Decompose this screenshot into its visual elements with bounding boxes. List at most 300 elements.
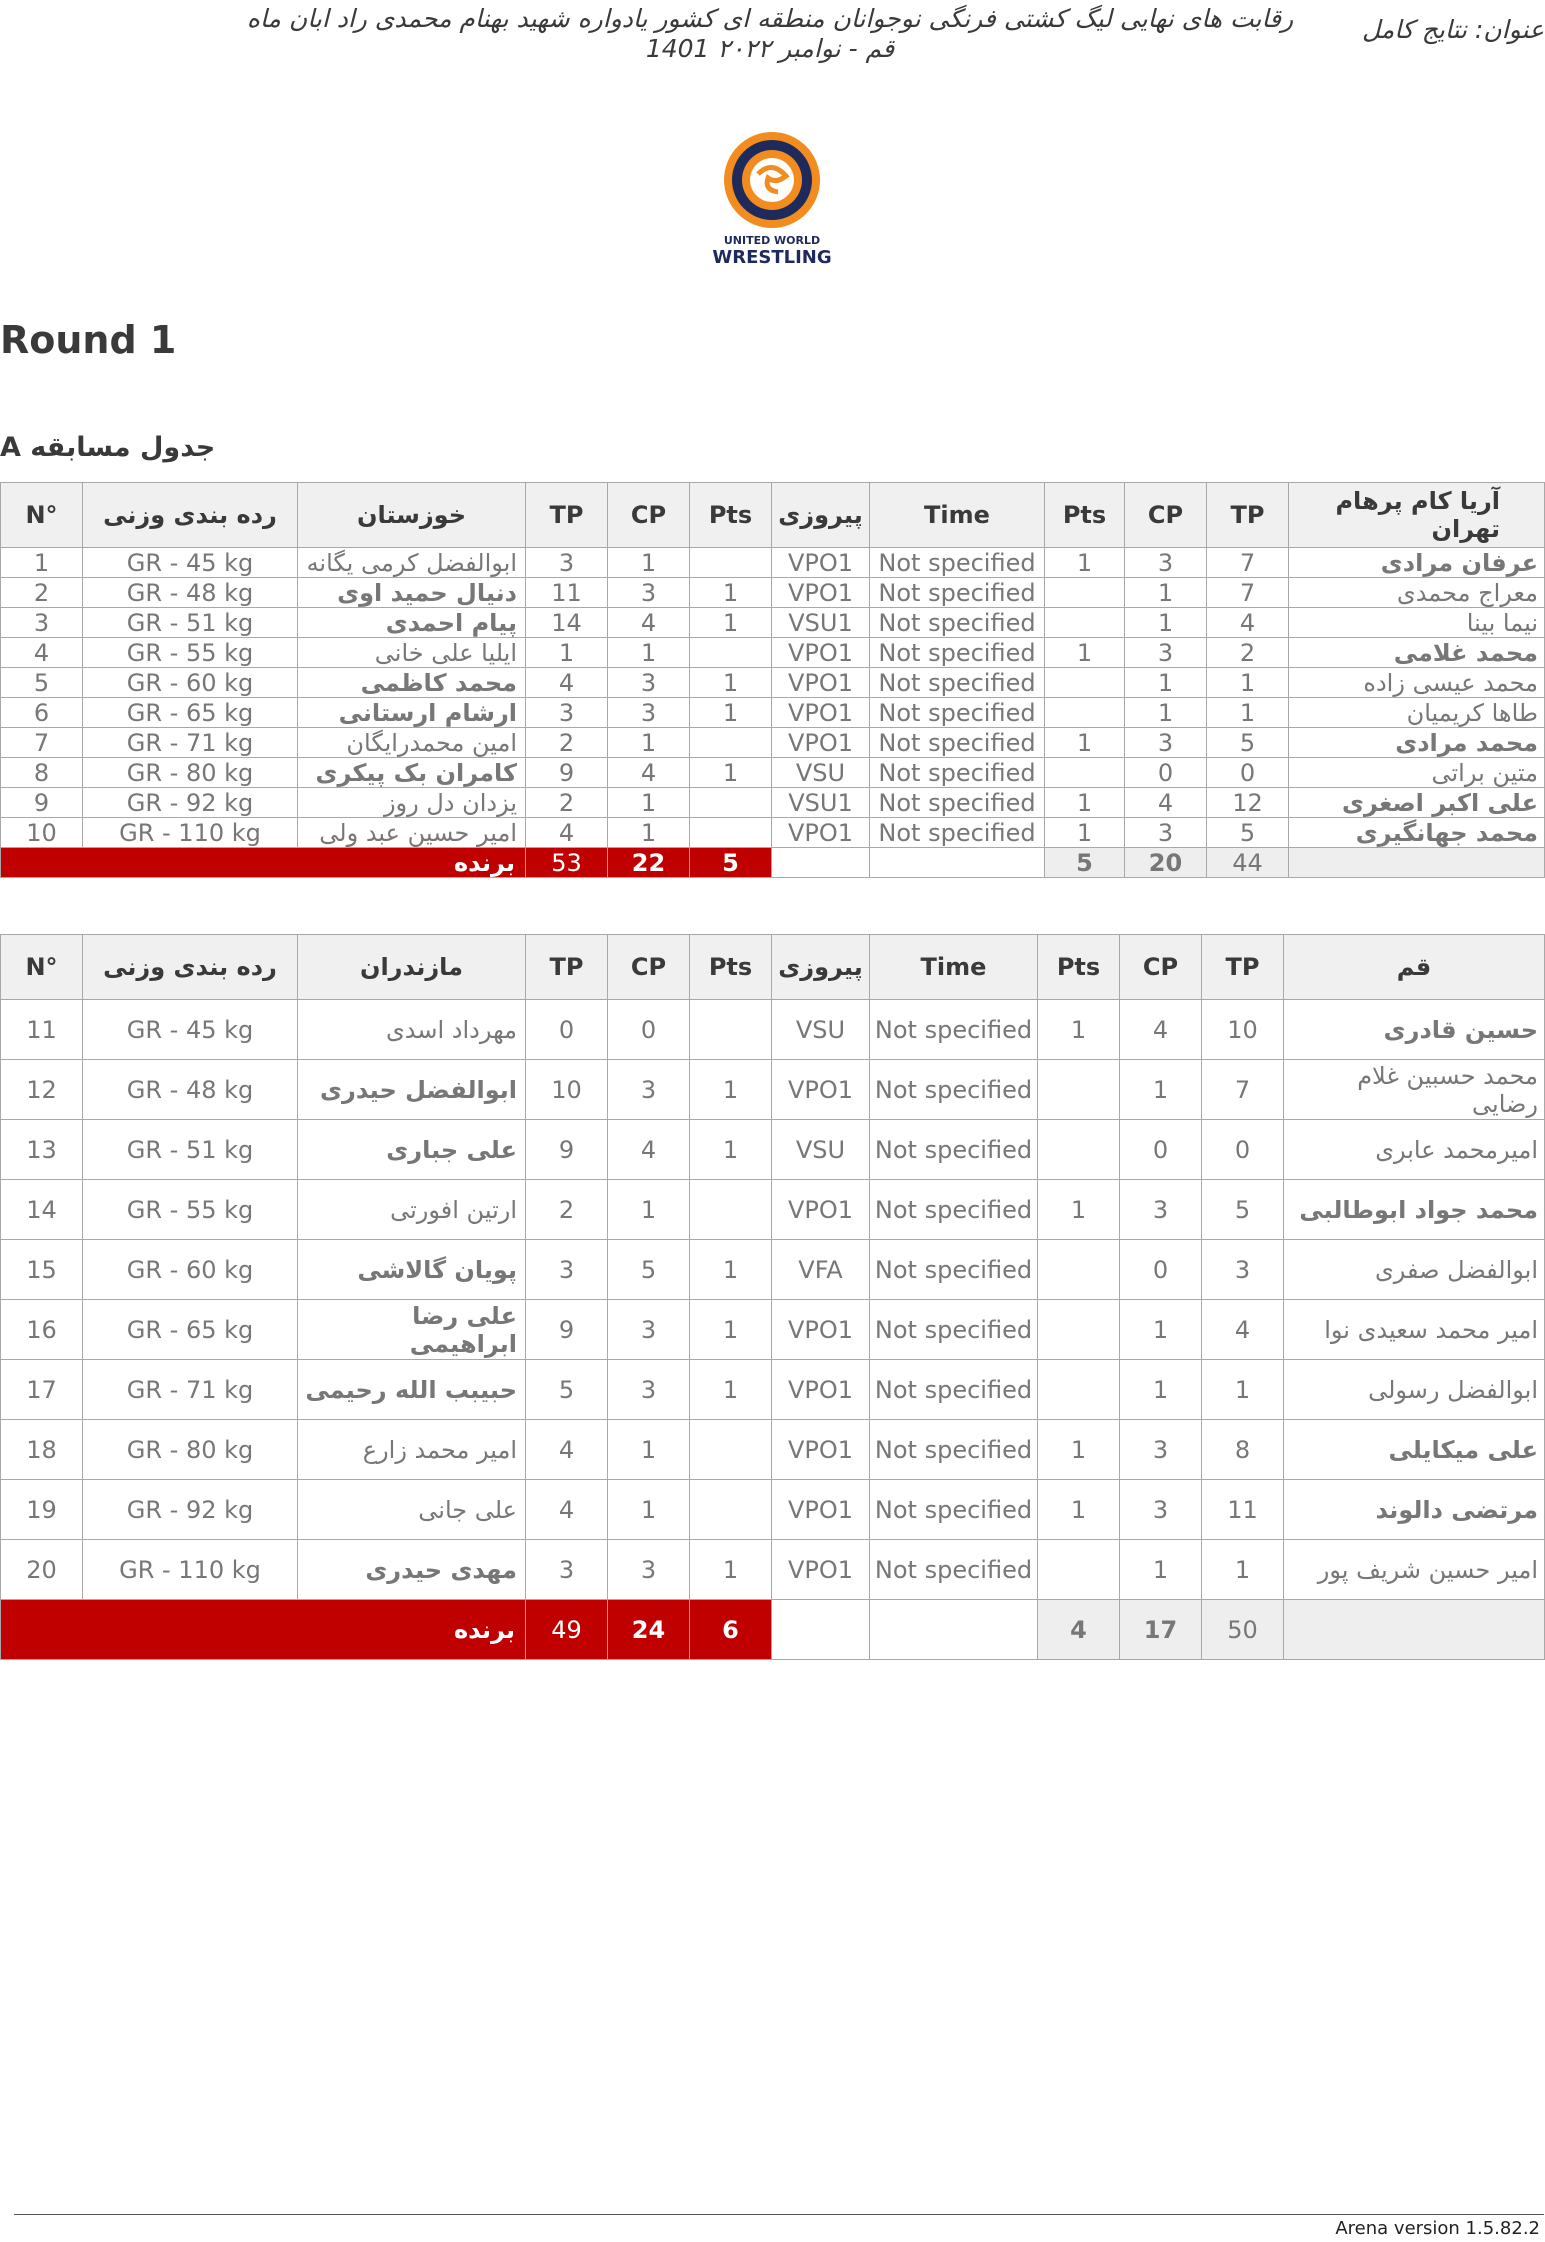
left-pts [690,818,772,848]
victory-type: VPO1 [772,818,870,848]
left-pts: 1 [690,1540,772,1600]
total-right-tp: 50 [1202,1600,1284,1660]
victory-type: VPO1 [772,548,870,578]
left-pts: 1 [690,1120,772,1180]
bout-number: 10 [1,818,83,848]
right-pts [1038,1240,1120,1300]
table-row [1,668,1545,698]
col-n: N° [1,483,83,548]
left-pts [690,1180,772,1240]
col-team-right: قم [1284,935,1545,1000]
bout-time: Not specified [870,668,1045,698]
weight-class: GR - 110 kg [83,818,298,848]
victory-type: VPO1 [772,698,870,728]
left-wrestler-name: کامران بک پیکری [298,758,526,788]
table-row [1,1000,1545,1060]
right-pts [1038,1120,1120,1180]
left-pts: 1 [690,698,772,728]
victory-type: VSU1 [772,788,870,818]
left-pts: 1 [690,1360,772,1420]
left-pts [690,1000,772,1060]
victory-type: VPO1 [772,1540,870,1600]
left-tp: 4 [526,1480,608,1540]
col-victory: پیروزی [772,483,870,548]
bout-time: Not specified [870,1240,1038,1300]
total-victory-empty [772,1600,870,1660]
right-pts: 1 [1038,1480,1120,1540]
bout-time: Not specified [870,728,1045,758]
table-row [1,1180,1545,1240]
left-wrestler-name: ارشام ارستانی [298,698,526,728]
weight-class: GR - 65 kg [83,1300,298,1360]
left-wrestler-name: ایلیا علی خانی [298,638,526,668]
left-tp: 3 [526,548,608,578]
right-wrestler-name: محمد جهانگیری [1289,818,1545,848]
col-rtp: TP [1207,483,1289,548]
weight-class: GR - 60 kg [83,668,298,698]
col-ltp: TP [526,935,608,1000]
table-header-row [1,935,1545,1000]
left-cp: 0 [608,1000,690,1060]
right-cp: 1 [1120,1060,1202,1120]
bout-number: 1 [1,548,83,578]
left-wrestler-name: دنیال حمید اوی [298,578,526,608]
bout-time: Not specified [870,578,1045,608]
bout-number: 18 [1,1420,83,1480]
footer-version: Arena version 1.5.82.2 [1335,2218,1540,2239]
left-tp: 2 [526,728,608,758]
left-cp: 4 [608,758,690,788]
table-row [1,578,1545,608]
right-cp: 1 [1125,668,1207,698]
right-tp: 5 [1207,728,1289,758]
left-tp: 4 [526,818,608,848]
weight-class: GR - 92 kg [83,788,298,818]
right-wrestler-name: امیرمحمد عابری [1284,1120,1545,1180]
totals-row [1,1600,1545,1660]
right-cp: 1 [1120,1360,1202,1420]
total-left-cp: 22 [608,848,690,878]
left-pts: 1 [690,1300,772,1360]
left-cp: 4 [608,608,690,638]
left-pts [690,1480,772,1540]
right-wrestler-name: امیر محمد سعیدی نوا [1284,1300,1545,1360]
left-wrestler-name: امیر حسین عبد ولی [298,818,526,848]
bout-number: 17 [1,1360,83,1420]
left-pts [690,548,772,578]
right-tp: 1 [1207,668,1289,698]
bout-number: 6 [1,698,83,728]
right-tp: 2 [1207,638,1289,668]
table-row [1,1540,1545,1600]
right-wrestler-name: ابوالفضل صفری [1284,1240,1545,1300]
right-cp: 4 [1120,1000,1202,1060]
left-tp: 1 [526,638,608,668]
left-cp: 1 [608,1420,690,1480]
bout-number: 15 [1,1240,83,1300]
left-pts: 1 [690,578,772,608]
victory-type: VPO1 [772,638,870,668]
bout-number: 14 [1,1180,83,1240]
left-pts: 1 [690,758,772,788]
bout-time: Not specified [870,788,1045,818]
right-cp: 3 [1120,1420,1202,1480]
weight-class: GR - 110 kg [83,1540,298,1600]
col-time: Time [870,935,1038,1000]
left-cp: 1 [608,728,690,758]
right-pts: 1 [1045,818,1125,848]
right-tp: 1 [1207,698,1289,728]
right-wrestler-name: عرفان مرادی [1289,548,1545,578]
weight-class: GR - 55 kg [83,1180,298,1240]
left-cp: 3 [608,1360,690,1420]
results-table-1 [0,482,1545,878]
right-cp: 1 [1125,578,1207,608]
right-wrestler-name: ابوالفضل رسولی [1284,1360,1545,1420]
right-pts [1038,1540,1120,1600]
left-cp: 1 [608,1180,690,1240]
right-wrestler-name: علی اکبر اصغری [1289,788,1545,818]
col-victory: پیروزی [772,935,870,1000]
bout-number: 9 [1,788,83,818]
right-pts [1038,1360,1120,1420]
right-wrestler-name: متین براتی [1289,758,1545,788]
col-team-right: آریا کام پرهام تهران [1289,483,1545,548]
right-tp: 5 [1202,1180,1284,1240]
bout-number: 4 [1,638,83,668]
right-tp: 12 [1207,788,1289,818]
table-row [1,548,1545,578]
right-pts: 1 [1038,1000,1120,1060]
left-pts: 1 [690,668,772,698]
victory-type: VPO1 [772,728,870,758]
col-n: N° [1,935,83,1000]
right-wrestler-name: مرتضی دالوند [1284,1480,1545,1540]
weight-class: GR - 60 kg [83,1240,298,1300]
weight-class: GR - 65 kg [83,698,298,728]
right-cp: 1 [1125,698,1207,728]
left-tp: 10 [526,1060,608,1120]
left-tp: 3 [526,1540,608,1600]
left-wrestler-name: مهرداد اسدی [298,1000,526,1060]
left-pts: 1 [690,1240,772,1300]
left-cp: 3 [608,1300,690,1360]
left-pts [690,788,772,818]
left-wrestler-name: یزدان دل روز [298,788,526,818]
victory-type: VPO1 [772,1420,870,1480]
left-wrestler-name: پویان گالاشی [298,1240,526,1300]
left-pts [690,638,772,668]
left-wrestler-name: امیر محمد زارع [298,1420,526,1480]
col-lcp: CP [608,935,690,1000]
right-tp: 3 [1202,1240,1284,1300]
right-tp: 7 [1207,578,1289,608]
bout-time: Not specified [870,1420,1038,1480]
victory-type: VPO1 [772,1300,870,1360]
weight-class: GR - 55 kg [83,638,298,668]
total-victory-empty [772,848,870,878]
table-row [1,758,1545,788]
weight-class: GR - 92 kg [83,1480,298,1540]
table-row [1,1060,1545,1120]
total-right-empty [1289,848,1545,878]
table-row [1,1120,1545,1180]
right-pts [1045,578,1125,608]
right-pts [1045,668,1125,698]
bout-time: Not specified [870,1060,1038,1120]
left-cp: 1 [608,548,690,578]
bout-number: 7 [1,728,83,758]
right-pts: 1 [1038,1180,1120,1240]
results-table-2 [0,934,1545,1660]
bout-time: Not specified [870,608,1045,638]
weight-class: GR - 80 kg [83,1420,298,1480]
total-time-empty [870,848,1045,878]
bout-number: 12 [1,1060,83,1120]
left-wrestler-name: علی جباری [298,1120,526,1180]
right-wrestler-name: محمد جواد ابوطالبی [1284,1180,1545,1240]
bout-time: Not specified [870,1120,1038,1180]
left-wrestler-name: ابوالفضل حیدری [298,1060,526,1120]
bout-number: 16 [1,1300,83,1360]
left-wrestler-name: پیام احمدی [298,608,526,638]
total-right-pts: 4 [1038,1600,1120,1660]
bout-time: Not specified [870,758,1045,788]
left-pts: 1 [690,1060,772,1120]
bout-time: Not specified [870,1480,1038,1540]
logo-line2: WRESTLING [712,247,832,268]
bout-time: Not specified [870,818,1045,848]
left-tp: 3 [526,1240,608,1300]
left-tp: 3 [526,698,608,728]
right-cp: 0 [1120,1240,1202,1300]
left-wrestler-name: ارتین افورتی [298,1180,526,1240]
right-pts: 1 [1038,1420,1120,1480]
col-team-left: خوزستان [298,483,526,548]
round-title: Round 1 [0,318,177,362]
table-row [1,818,1545,848]
bout-number: 20 [1,1540,83,1600]
right-wrestler-name: نیما بینا [1289,608,1545,638]
col-weight: رده بندی وزنی [83,483,298,548]
col-time: Time [870,483,1045,548]
right-tp: 11 [1202,1480,1284,1540]
right-cp: 1 [1125,608,1207,638]
right-cp: 4 [1125,788,1207,818]
weight-class: GR - 45 kg [83,548,298,578]
right-wrestler-name: محمد عیسی زاده [1289,668,1545,698]
total-right-cp: 17 [1120,1600,1202,1660]
bout-number: 19 [1,1480,83,1540]
left-wrestler-name: امین محمدرایگان [298,728,526,758]
bout-number: 2 [1,578,83,608]
right-pts: 1 [1045,728,1125,758]
right-wrestler-name: محمد غلامی [1289,638,1545,668]
right-pts: 1 [1045,548,1125,578]
right-tp: 7 [1202,1060,1284,1120]
right-tp: 7 [1207,548,1289,578]
right-wrestler-name: محمد مرادی [1289,728,1545,758]
left-cp: 4 [608,1120,690,1180]
left-cp: 3 [608,1060,690,1120]
weight-class: GR - 80 kg [83,758,298,788]
victory-type: VPO1 [772,1180,870,1240]
event-title [240,4,1300,64]
left-cp: 3 [608,1540,690,1600]
right-wrestler-name: محمد حسبین غلام رضایی [1284,1060,1545,1120]
right-pts: 1 [1045,638,1125,668]
right-cp: 1 [1120,1540,1202,1600]
left-cp: 1 [608,788,690,818]
right-cp: 0 [1120,1120,1202,1180]
left-tp: 9 [526,1120,608,1180]
footer-divider [14,2214,1544,2215]
col-weight: رده بندی وزنی [83,935,298,1000]
total-right-cp: 20 [1125,848,1207,878]
document-label: عنوان: نتایج کامل [1361,15,1544,44]
left-tp: 2 [526,1180,608,1240]
right-tp: 5 [1207,818,1289,848]
col-team-left: مازندران [298,935,526,1000]
left-tp: 4 [526,1420,608,1480]
bout-time: Not specified [870,1180,1038,1240]
right-pts [1045,758,1125,788]
right-tp: 1 [1202,1360,1284,1420]
victory-type: VPO1 [772,1060,870,1120]
right-pts [1038,1300,1120,1360]
left-tp: 0 [526,1000,608,1060]
col-rcp: CP [1120,935,1202,1000]
table-row [1,1480,1545,1540]
left-wrestler-name: محمد کاظمی [298,668,526,698]
uww-logo [712,130,832,270]
winner-label: برنده [1,848,526,878]
right-tp: 4 [1202,1300,1284,1360]
left-wrestler-name: حبیبب الله رحیمی [298,1360,526,1420]
bout-number: 3 [1,608,83,638]
event-title-line2: 1401 قم - نوامبر ۲۰۲۲ [645,34,895,63]
right-cp: 3 [1125,548,1207,578]
victory-type: VPO1 [772,1360,870,1420]
victory-type: VPO1 [772,578,870,608]
left-wrestler-name: علی رضا ابراهیمی [298,1300,526,1360]
right-cp: 3 [1120,1180,1202,1240]
bout-number: 5 [1,668,83,698]
weight-class: GR - 51 kg [83,1120,298,1180]
right-pts [1045,698,1125,728]
col-rtp: TP [1202,935,1284,1000]
total-right-pts: 5 [1045,848,1125,878]
bout-number: 11 [1,1000,83,1060]
col-rpts: Pts [1045,483,1125,548]
left-pts: 1 [690,608,772,638]
bout-number: 8 [1,758,83,788]
right-tp: 8 [1202,1420,1284,1480]
left-cp: 3 [608,578,690,608]
bout-time: Not specified [870,638,1045,668]
right-tp: 0 [1207,758,1289,788]
table-row [1,1240,1545,1300]
col-rpts: Pts [1038,935,1120,1000]
left-pts [690,728,772,758]
col-rcp: CP [1125,483,1207,548]
weight-class: GR - 71 kg [83,728,298,758]
right-pts [1045,608,1125,638]
right-cp: 3 [1120,1480,1202,1540]
weight-class: GR - 71 kg [83,1360,298,1420]
victory-type: VSU [772,1000,870,1060]
victory-type: VFA [772,1240,870,1300]
right-wrestler-name: معراج محمدی [1289,578,1545,608]
total-right-tp: 44 [1207,848,1289,878]
left-wrestler-name: ابوالفضل کرمی یگانه [298,548,526,578]
left-cp: 1 [608,638,690,668]
total-left-tp: 49 [526,1600,608,1660]
right-pts [1038,1060,1120,1120]
left-tp: 5 [526,1360,608,1420]
weight-class: GR - 51 kg [83,608,298,638]
left-tp: 4 [526,668,608,698]
right-cp: 3 [1125,638,1207,668]
right-tp: 1 [1202,1540,1284,1600]
left-tp: 11 [526,578,608,608]
winner-label: برنده [1,1600,526,1660]
total-left-cp: 24 [608,1600,690,1660]
bout-time: Not specified [870,548,1045,578]
left-tp: 2 [526,788,608,818]
table-row [1,608,1545,638]
bout-number: 13 [1,1120,83,1180]
left-wrestler-name: مهدی حیدری [298,1540,526,1600]
table-row [1,1300,1545,1360]
table-row [1,788,1545,818]
victory-type: VPO1 [772,1480,870,1540]
left-cp: 5 [608,1240,690,1300]
victory-type: VSU [772,758,870,788]
col-lpts: Pts [690,935,772,1000]
right-cp: 1 [1120,1300,1202,1360]
right-wrestler-name: حسین قادری [1284,1000,1545,1060]
col-ltp: TP [526,483,608,548]
right-pts: 1 [1045,788,1125,818]
bout-time: Not specified [870,698,1045,728]
group-title: جدول مسابقه A [0,432,216,463]
total-time-empty [870,1600,1038,1660]
left-wrestler-name: علی جانی [298,1480,526,1540]
right-wrestler-name: علی میکایلی [1284,1420,1545,1480]
bout-time: Not specified [870,1360,1038,1420]
right-tp: 0 [1202,1120,1284,1180]
weight-class: GR - 48 kg [83,1060,298,1120]
left-tp: 9 [526,1300,608,1360]
left-cp: 1 [608,1480,690,1540]
table-row [1,638,1545,668]
right-wrestler-name: امیر حسین شریف پور [1284,1540,1545,1600]
col-lcp: CP [608,483,690,548]
left-cp: 3 [608,698,690,728]
col-lpts: Pts [690,483,772,548]
table-header-row [1,483,1545,548]
total-left-pts: 6 [690,1600,772,1660]
right-cp: 3 [1125,818,1207,848]
bout-time: Not specified [870,1000,1038,1060]
right-wrestler-name: طاها کریمیان [1289,698,1545,728]
right-cp: 3 [1125,728,1207,758]
weight-class: GR - 45 kg [83,1000,298,1060]
total-right-empty [1284,1600,1545,1660]
totals-row [1,848,1545,878]
left-tp: 9 [526,758,608,788]
